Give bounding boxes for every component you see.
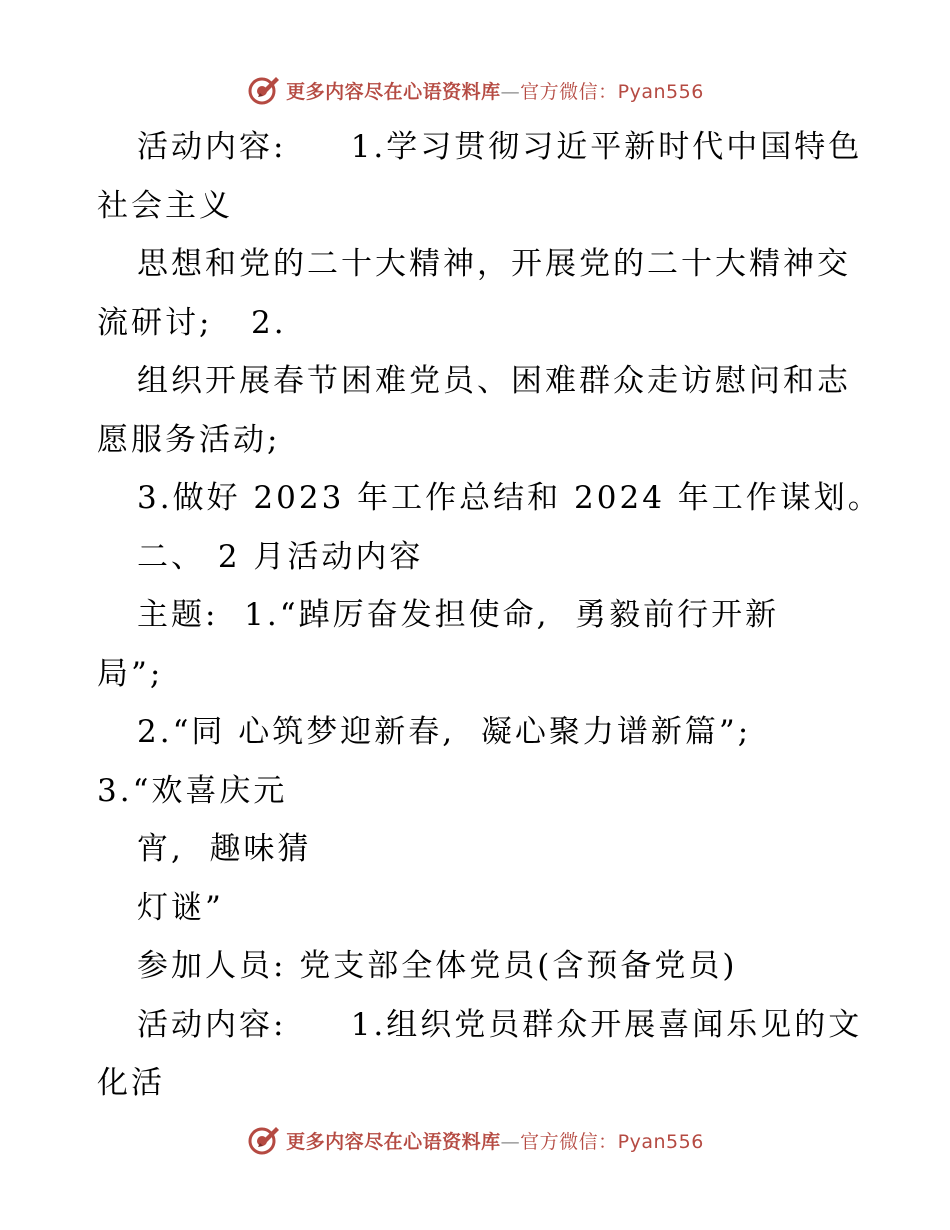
header-watermark-banner [0, 70, 950, 110]
text-line: 2.“同 心筑梦迎新春, 凝心聚力谱新篇”; [137, 714, 752, 750]
text-line: 主题: 1.“踔厉奋发担使命, 勇毅前行开新 [137, 597, 780, 633]
section-heading: 二、 2 月活动内容 [137, 538, 424, 575]
banner-text: 更多内容尽在心语资料库—官方微信：Pyan556 [286, 1130, 704, 1153]
pen-on-circle-logo-icon [246, 73, 280, 107]
banner-text: 更多内容尽在心语资料库—官方微信：Pyan556 [286, 80, 704, 103]
text-line: 3.做好 2023 年工作总结和 2024 年工作谋划。 [137, 480, 882, 516]
text-line: 参加人员: 党支部全体党员(含预备党员) [137, 948, 738, 984]
text-line: 组织开展春节困难党员、困难群众走访慰问和志 [137, 363, 851, 399]
footer-watermark-banner [0, 1120, 950, 1160]
document-body [97, 118, 882, 1113]
text-line: 局”; [97, 655, 164, 692]
text-line: 活动内容: 1.学习贯彻习近平新时代中国特色 [137, 129, 863, 165]
text-line: 活动内容: 1.组织党员群众开展喜闻乐见的文 [137, 1006, 863, 1043]
text-line: 灯谜” [137, 889, 224, 926]
text-line: 社会主义 [97, 187, 233, 224]
pen-on-circle-logo-icon [246, 1123, 280, 1157]
text-line: 愿服务活动; [97, 421, 281, 458]
text-line: 流研讨; 2. [97, 304, 287, 341]
text-line: 思想和党的二十大精神，开展党的二十大精神交 [137, 246, 851, 282]
text-line: 化活 [97, 1065, 165, 1101]
text-line: 3.“欢喜庆元 [97, 772, 288, 809]
text-line: 宵, 趣味猜 [137, 831, 312, 867]
